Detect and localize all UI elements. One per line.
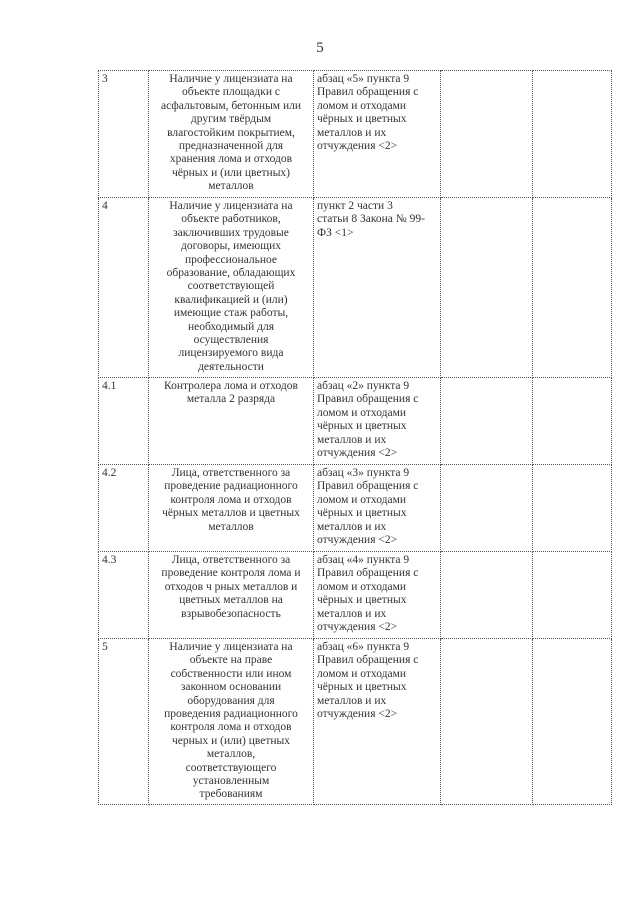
table-row	[99, 198, 612, 378]
row-number: 5	[99, 639, 149, 805]
empty-cell	[533, 639, 612, 805]
row-number: 4.1	[99, 378, 149, 465]
legal-reference-cell: абзац «4» пункта 9 Правил обращения с ломом и отходами чёрных и цветных металлов и их отчуждения <2>	[314, 552, 441, 639]
row-number: 4	[99, 198, 149, 378]
empty-cell	[533, 378, 612, 465]
empty-cell	[441, 71, 533, 198]
empty-cell	[441, 378, 533, 465]
legal-reference-cell: пункт 2 части 3 статьи 8 Закона № 99- ФЗ <1>	[314, 198, 441, 378]
empty-cell	[533, 198, 612, 378]
legal-reference-cell: абзац «5» пункта 9 Правил обращения с ломом и отходами чёрных и цветных металлов и их отчуждения <2>	[314, 71, 441, 198]
table-row	[99, 378, 612, 465]
empty-cell	[441, 639, 533, 805]
legal-reference-cell: абзац «6» пункта 9 Правил обращения с ломом и отходами чёрных и цветных металлов и их отчуждения <2>	[314, 639, 441, 805]
requirement-cell: Наличие у лицензиата на объекте работников, заключивших трудовые договоры, имеющих профессиональное образование, обладающих соответствующей квалификацией и (или) имеющие стаж работы, необходимый для осуществления лицензируемого вида деятельности	[149, 198, 314, 378]
requirement-cell: Лица, ответственного за проведение радиационного контроля лома и отходов чёрных металлов и цветных металлов	[149, 465, 314, 552]
requirements-table	[98, 70, 612, 805]
table-row	[99, 552, 612, 639]
empty-cell	[533, 71, 612, 198]
table-row	[99, 639, 612, 805]
empty-cell	[533, 552, 612, 639]
empty-cell	[533, 465, 612, 552]
row-number: 3	[99, 71, 149, 198]
requirement-cell: Лица, ответственного за проведение контроля лома и отходов ч рных металлов и цветных металлов на взрывобезопасность	[149, 552, 314, 639]
legal-reference-cell: абзац «3» пункта 9 Правил обращения с ломом и отходами чёрных и цветных металлов и их отчуждения <2>	[314, 465, 441, 552]
page-number: 5	[316, 40, 324, 56]
row-number: 4.2	[99, 465, 149, 552]
legal-reference-cell: абзац «2» пункта 9 Правил обращения с ломом и отходами чёрных и цветных металлов и их отчуждения <2>	[314, 378, 441, 465]
requirement-cell: Контролера лома и отходов металла 2 разряда	[149, 378, 314, 465]
requirement-cell: Наличие у лицензиата на объекте площадки с асфальтовым, бетонным или другим твёрдым влагостойким покрытием, предназначенной для хранения лома и отходов чёрных и (или цветных) металлов	[149, 71, 314, 198]
table-row	[99, 465, 612, 552]
empty-cell	[441, 465, 533, 552]
empty-cell	[441, 198, 533, 378]
table-row	[99, 71, 612, 198]
empty-cell	[441, 552, 533, 639]
requirement-cell: Наличие у лицензиата на объекте на праве собственности или ином законном основании оборудования для проведения радиационного контроля лома и отходов черных и (или) цветных металлов, соответствующего установленным требованиям	[149, 639, 314, 805]
row-number: 4.3	[99, 552, 149, 639]
